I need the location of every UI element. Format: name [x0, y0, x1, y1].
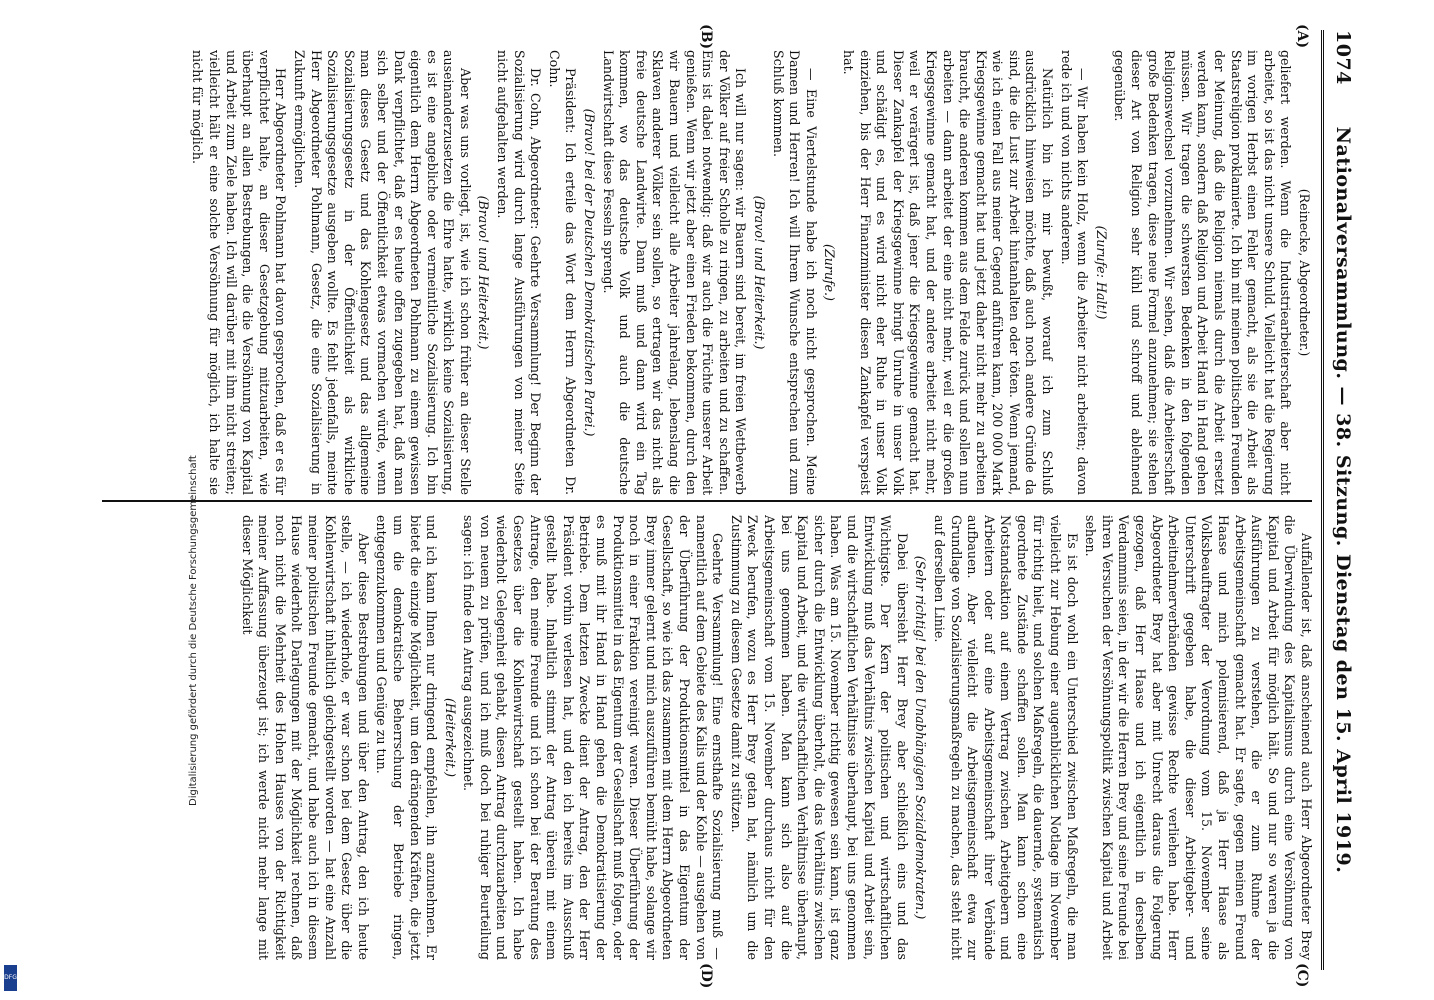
paragraph: Es ist doch wohl ein Unterschied zwischen Maßregeln, die man vielleicht zur Hebung einer augenblicklichen Notlage im November für richtig hielt, und solchen Maßregeln, die dauernde, systematisch geordnete Zustände schaffen sollen. Man kann schon eine Notstandsaktion auf einem Vertrag zwischen Arbeitgebern und Arbeitern oder auf eine Arbeitsgemeinschaft ihrer Verbände aufbauen. Aber vielleicht die Arbeitsgemeinschaft etwa zur Grundlage von Sozialisierungsmaßregeln zu machen, das steht nicht auf derselben Linie. [931, 515, 1080, 960]
paragraph: — Wir haben kein Holz, wenn die Arbeiter nicht arbeiten; davon rede ich und von nichts anderem. [1058, 50, 1091, 495]
paragraph: Aber diese Bestrebungen und über den Antrag, den ich heute stelle, — ich wiederhole, er war schon bei dem Gesetz über die Kohlenwirtschaft inhaltlich gleichgestellt worden — hat eine Anzahl meiner politischen Freunde gemacht, und habe auch ich in diesem Hause wiederholt Darlegungen mit der Möglichkeit rechnen, daß noch nicht die Mehrheit des Hohen Hauses von der Richtigkeit meiner Auffassung überzeugt ist; ich werde nicht mehr lange mit dieser Möglichkeit [239, 515, 371, 960]
paragraph: Auffallender ist, daß anscheinend auch Herr Abgeordneter Brey die Überwindung des Kapitalismus durch eine Versöhnung von Kapital und Arbeit für möglich hält. So und nur so waren ja die Ausführungen zu verstehen, die er zum Ruhme der Arbeitsgemeinschaft gemacht hat. Er sagte, gegen meinen Freund Haase und mich polemisierend, daß ja Herr Haase als Volksbeauftragter der Verordnung vom 15. November seine Unterschrift gegeben habe, die dieser Arbeitgeber- und Arbeitnehmerverbänden gewisse Rechte verliehen habe. Herr Abgeordneter Brey hat aber mit Unrecht daraus die Folgerung gezogen, daß Herr Haase und ich eigentlich in derselben Verdammnis seien, in der wir die Herren Brey und seine Freunde bei ihren Versuchen der Versöhnungspolitik zwischen Kapital und Arbeit sehen. [1083, 515, 1314, 960]
interjection: (Sehr richtig! bei den Unabhängigen Sozialdemokraten.) [913, 555, 929, 920]
margin-marker-c: (C) [1294, 963, 1310, 988]
interjection: (Bravo! und Heiterkeit.) [476, 195, 492, 350]
paragraph: Natürlich bin ich mir bewußt, worauf ich zum Schluß ausdrücklich hinweisen möchte, daß auch noch andere Gründe da sind, die die Lust zur Arbeit hintanhalten oder töten. Wenn jemand, wie ich einen Fall aus meiner Gegend anführen kann, 200 000 Mark Kriegsgewinne gemacht hat und jetzt daher nicht mehr zu arbeiten braucht, die anderen kommen aus dem Felde zurück und sollen nun arbeiten — dann arbeitet der eine nicht mehr, weil er die großen Kriegsgewinne gemacht hat, und der andere arbeitet nicht mehr, weil er verärgert ist, daß jener die Kriegsgewinne gemacht hat. Dieser Zankapfel der Kriegsgewinne bringt Unruhe in unser Volk und schädigt es, und es wird nicht eher Ruhe in unser Volk einziehen, bis der Herr Finanzminister diesen Zankapfel verspeist hat. [840, 50, 1056, 495]
column-divider [102, 500, 1312, 502]
paragraph: Herr Abgeordneter Pohlmann hat davon gesprochen, daß er es für verpflichtet halte, an dieser Gesetzgebung mitzuarbeiten, wie überhaupt an allen Bestrebungen, die die Versöhnung von Kapital und Arbeit zum Ziele haben. Ich will darüber mit ihm nicht streiten; vielleicht hält er eine solche Versöhnung für möglich, ich halte sie nicht für möglich. [190, 50, 289, 495]
speaker-note: (Reinecke, Abgeordneter.) [1297, 188, 1312, 357]
margin-marker-b: (B) [698, 24, 714, 50]
paragraph: Dr. Cohn, Abgeordneter: Geehrte Versammlung! Der Beginn der Sozialisierung wird durch lange Ausführungen von meiner Seite nicht aufgehalten werden. [495, 50, 544, 495]
paragraph: Aber was uns vorliegt, ist, wie ich schon früher an dieser Stelle auseinanderzusetzen die Ehre hatte, wirklich keine Sozialisierung, es ist eine angebliche oder vermeintliche Sozialisierung. Ich bin eigentlich dem Herrn Abgeordneten Pohlmann zu einem gewissen Dank verpflichtet, daß er es heute offen zugegeben hat, daß man sich selber und der Öffentlichkeit etwas vormachen würde, wenn man dieses Gesetz und das Kohlengesetz und das allgemeine Sozialisierungsgesetz in der Öffentlichkeit als wirkliche Sozialisierungsgesetze ausgeben wollte. Es fehlt jedenfalls, meinte Herr Abgeordneter Pohlmann, Gesetz, die eine Sozialisierung in Zukunft ermöglichen. [291, 50, 473, 495]
right-column [99, 515, 1314, 960]
left-column [99, 50, 1314, 495]
page-number: 1074 [1332, 30, 1354, 85]
paragraph: Geehrte Versammlung! Eine ernsthafte Sozialisierung muß — namentlich auf dem Gebiete des Kalis und der Kohle — ausgehen von der Überführung der Produktionsmittel in das Eigentum der Gesellschaft, so wie ich das zusammen mit dem Herrn Abgeordneten Brey immer gelernt und mich auszuführen bemüht habe, solange wir noch in einer Fraktion vereinigt waren. Dieser Überführung der Produktionsmittel in das Eigentum der Gesellschaft muß folgen, oder es muß mit ihr Hand in Hand gehen die Demokratisierung der Betriebe. Dem letzten Zwecke dient der Antrag, den der Herr Präsident vorhin verlesen hat, und den ich bereits im Ausschuß gestellt habe. Inhaltlich stimmt der Antrag überein mit einem Antrage, den meine Freunde und ich schon bei der Beratung des Gesetzes über die Kohlenwirtschaft gestellt haben. Ich habe wiederholt Gelegenheit gehabt, diesen Antrag durchzuarbeiten und von neuem zu prüfen, und ich muß doch bei ruhiger Beurteilung sagen: ich finde den Antrag ausgezeichnet. [461, 515, 726, 960]
digitization-credit: Digitalisierung gefördert durch die Deutsche Forschungsgemeinschaft [188, 455, 199, 806]
rotated-page [62, 10, 1372, 990]
paragraph: und ich kann Ihnen nur dringend empfehlen, ihn anzunehmen. Er bietet die einzige Möglichkeit, um den drängenden Kräften, die jetzt um die demokratische Beherrschung der Betriebe ringen, entgegenzukommen und Genüge zu tun. [374, 515, 440, 960]
paragraph: Dabei übersieht Herr Brey aber schließlich eins und das Wichtigste. Der Kern der politischen und wirtschaftlichen Entwicklung muß das Verhältnis zwischen Kapital und Arbeit sein, und die wirtschaftlichen Verhältnisse überhaupt, bei uns genommen haben. Was am 15. November richtig gewesen sein kann, ist ganz sicher durch die Entwicklung überholt, die das Verhältnis zwischen Kapital und Arbeit, und die wirtschaftlichen Verhältnisse überhaupt, bei uns genommen haben. Man kann sich also auf die Arbeitsgemeinschaft vom 15. November durchaus nicht für den Zweck berufen, wozu es Herr Brey getan hat, nämlich um die Zustimmung zu diesem Gesetze damit zu stützen. [728, 515, 910, 960]
paragraph: Ich will nur sagen: wir Bauern sind bereit, im freien Wettbewerb der Völker auf freier Scholle zu ringen, zu arbeiten und zu schaffen. Eins ist dabei notwendig: daß wir auch die Früchte unserer Arbeit genießen. Wenn wir jetzt aber einen Frieden bekommen, durch den wir Bauern und vielleicht alle Arbeiter jahrelang, lebenslang die Sklaven anderer Völker sein sollen, so ertragen wir das nicht als freie deutsche Landwirte. Dann muß und dann wird ein Tag kommen, wo das deutsche Volk und auch die deutsche Landwirtschaft diese Fesseln sprengt. [600, 50, 749, 495]
interjection: (Bravo! bei der Deutschen Demokratischen Partei.) [582, 108, 598, 437]
interjection: (Bravo! und Heiterkeit.) [752, 195, 767, 350]
margin-marker-a: (A) [1294, 24, 1310, 49]
page-header [1321, 30, 1358, 970]
interjection: (Zurufe: Halt!) [1093, 225, 1109, 320]
paragraph: — Eine Viertelstunde habe ich noch nicht gesprochen. Meine Damen und Herren! Ich will Ihrem Wunsche entsprechen und zum Schluß kommen. [770, 50, 819, 495]
page-title: Nationalversammlung. — 38. Sitzung. Dienstag den 15. April 1919. [1332, 126, 1354, 874]
paragraph: Präsident: Ich erteile das Wort dem Herrn Abgeordneten Dr. Cohn. [546, 50, 579, 495]
interjection: (Zurufe.) [822, 244, 838, 301]
margin-marker-d: (D) [698, 963, 714, 989]
dfg-logo: DFG [4, 965, 17, 991]
paragraph: geliefert werden. Wenn die Industriearbeiterschaft aber nicht arbeitet, so ist das nicht unsere Schuld. Vielleicht hat die Regierung im vorigen Herbst einen Fehler gemacht, als sie die Arbeit als Staatsreligion proklamierte. Ich bin mit meinen politischen Freunden der Meinung, daß die Religion niemals durch die Arbeit ersetzt werden kann, sondern daß Religion und Arbeit Hand in Hand gehen müssen. Wir tragen die schwersten Bedenken in den folgenden Religionswechsel vorzunehmen. Wir sehen, daß die Arbeiterschaft große Bedenken tragen, diese neue Formel anzunehmen; sie stehen dieser Art von Religion sehr kühl und schroff und ablehnend gegenüber. [1112, 50, 1294, 495]
interjection: (Heiterkeit.) [442, 698, 458, 777]
